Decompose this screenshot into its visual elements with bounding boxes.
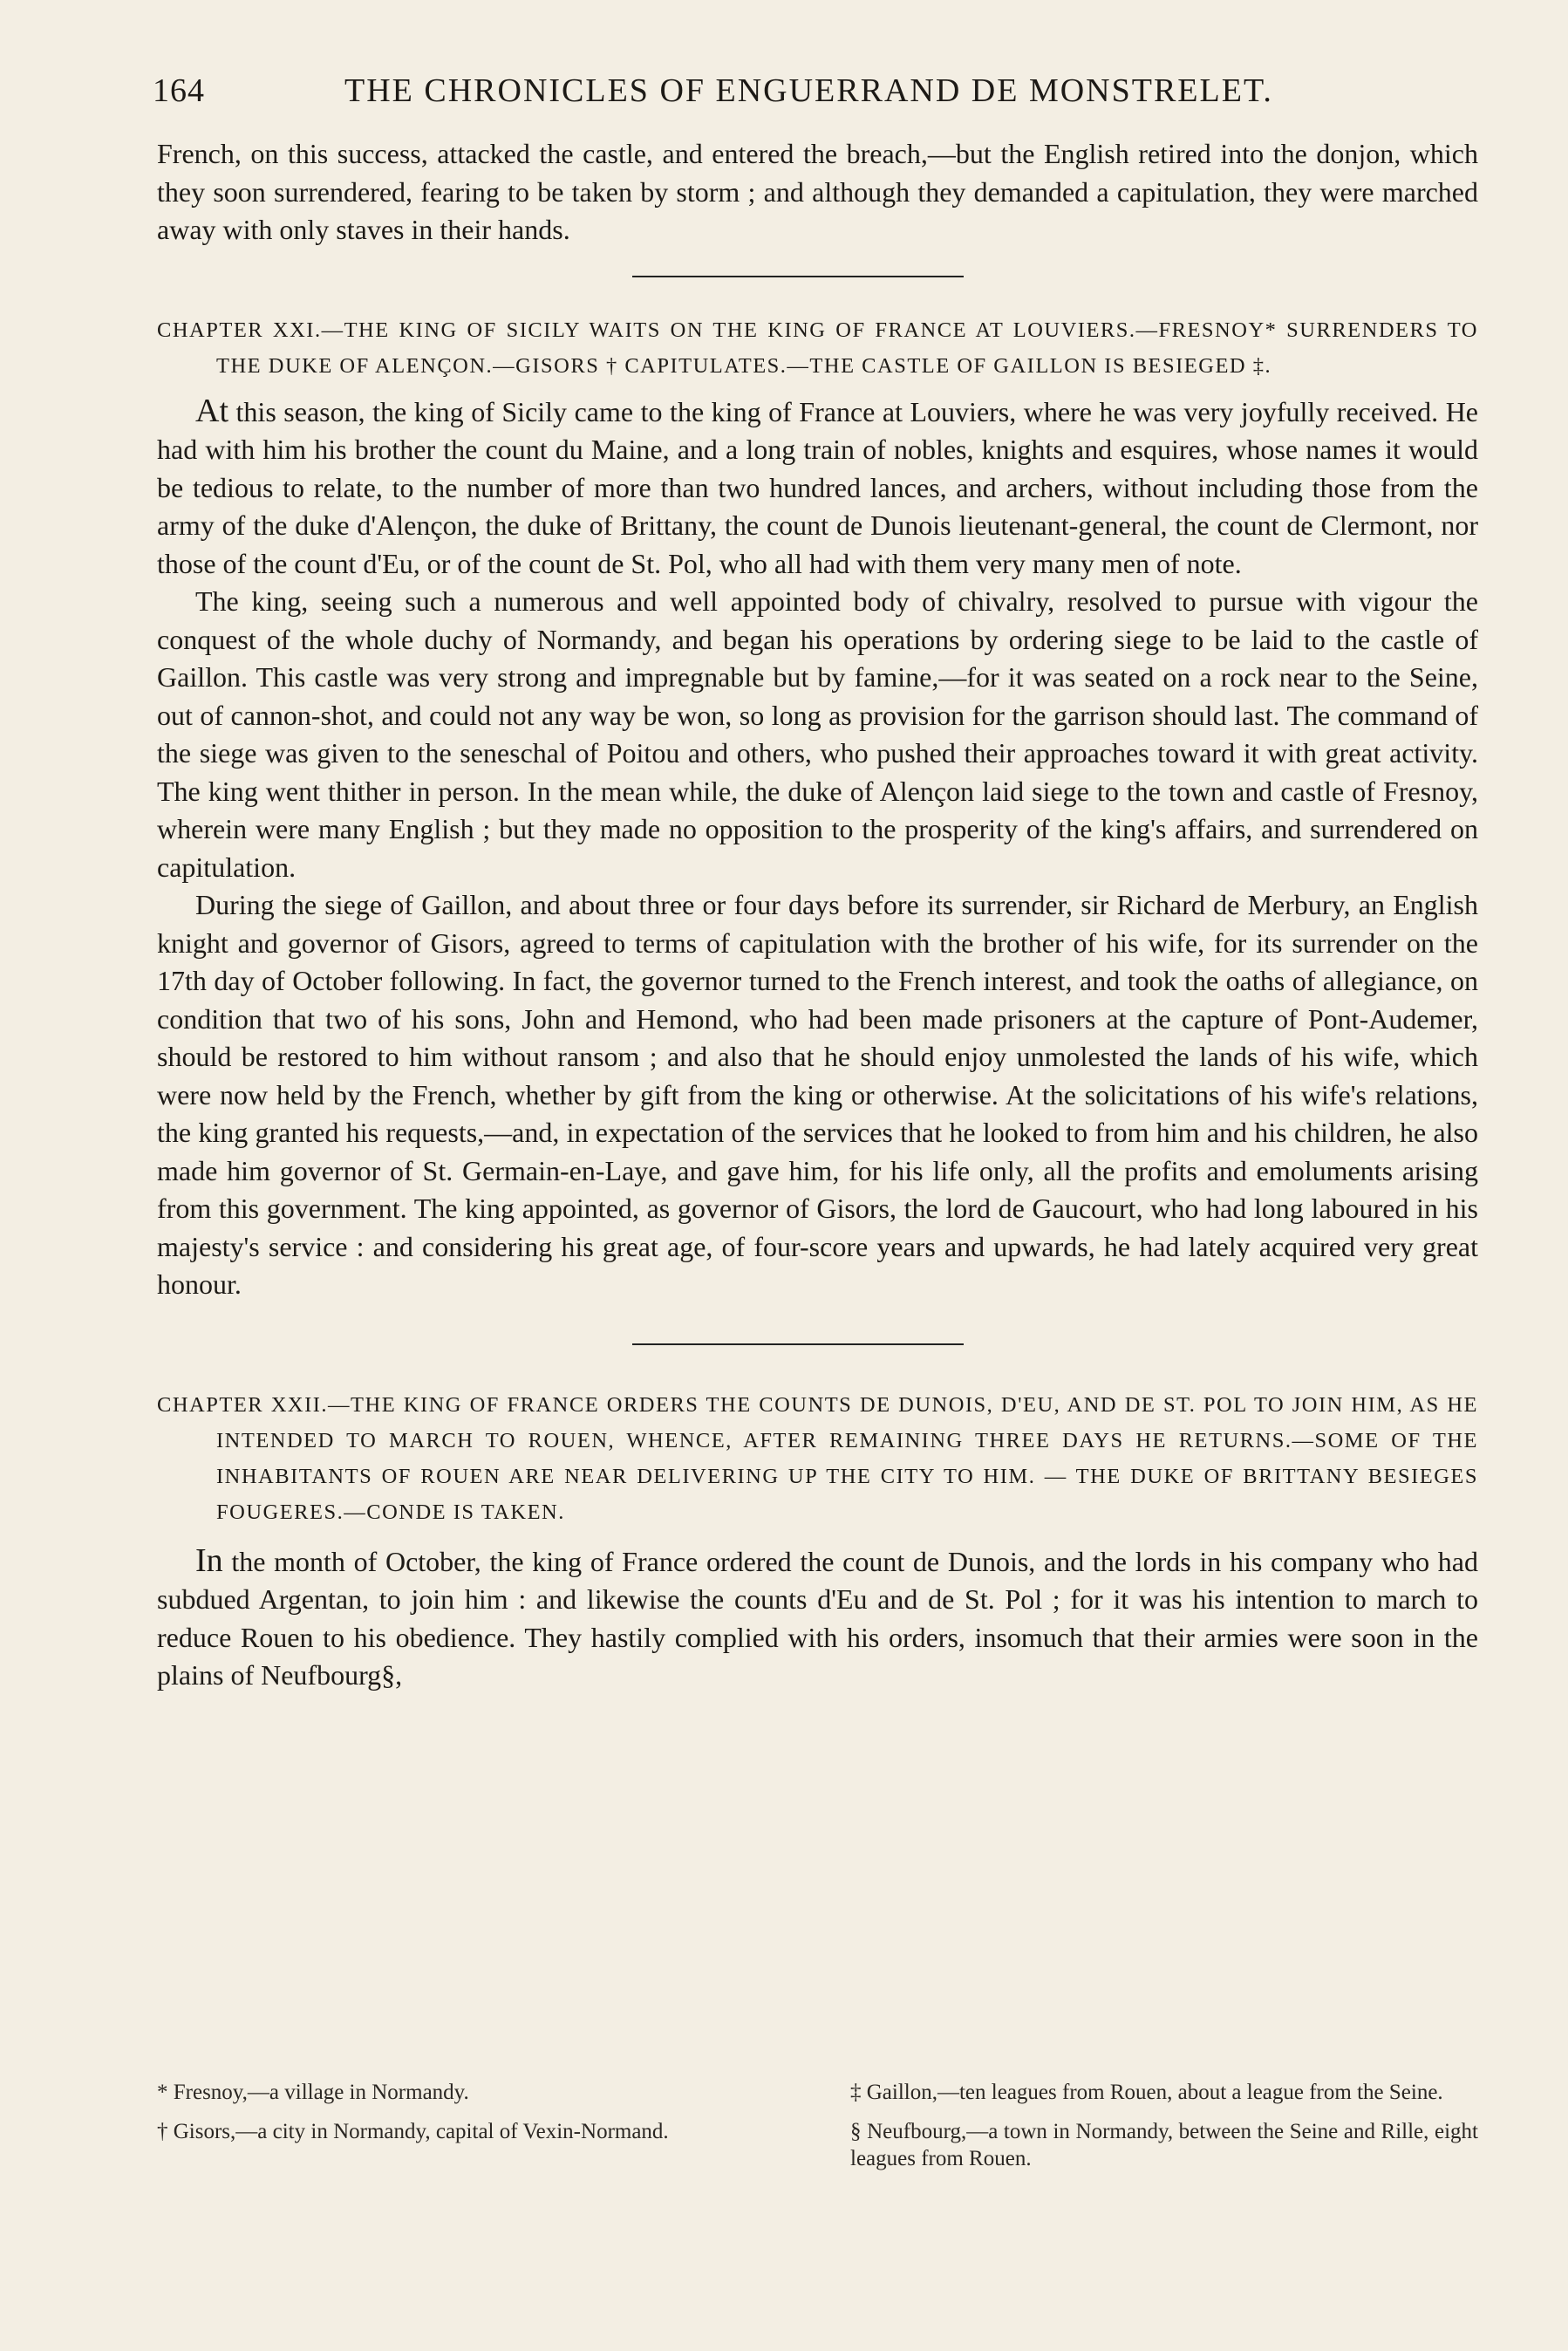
chapter-22-heading: CHAPTER XXII.—THE KING OF FRANCE ORDERS THE COUNTS DE DUNOIS, D'EU, AND DE ST. POL TO JOIN HIM, AS HE INTENDED TO MARCH TO ROUEN, WHENCE, AFTER REMAINING THREE DAYS HE RETURNS.—SOME OF THE INHABITANTS OF ROUEN ARE NEAR DELIVERING UP THE CITY TO HIM. — THE DUKE OF BRITTANY BESIEGES FOUGERES.—CONDE IS TAKEN. — [157, 1392, 1478, 1524]
section-divider — [632, 276, 964, 277]
footnotes-left — [157, 2079, 785, 2184]
running-title: THE CHRONICLES OF ENGUERRAND DE MONSTRELET. — [344, 72, 1273, 109]
chapter-21-heading: CHAPTER XXI.—THE KING OF SICILY WAITS ON THE KING OF FRANCE AT LOUVIERS.—FRESNOY* SURRENDERS TO THE DUKE OF ALENÇON.—GISORS † CAPITULATES.—THE CASTLE OF GAILLON IS BESIEGED ‡. — [157, 318, 1478, 378]
footnote-gaillon: ‡ Gaillon,—ten leagues from Rouen, about a league from the Seine. — [850, 2081, 1443, 2104]
drop-initial: In — [195, 1541, 223, 1579]
chapter-21-paragraph-2: The king, seeing such a numerous and well appointed body of chivalry, resolved to pursue with vigour the conquest of the whole duchy of Normandy, and began his operations by ordering siege to be laid to the castle of Gaillon. This castle was very strong and impregnable but by famine,—for it was seated on a rock near to the Seine, out of cannon-shot, and could not any way be won, so long as provision for the garrison should last. The command of the siege was given to the seneschal of Poitou and others, who pushed their approaches toward it with great activity. The king went thither in person. In the mean while, the duke of Alençon laid siege to the town and castle of Fresnoy, wherein were many English ; but they made no opposition to the prosperity of the king's affairs, and surrendered on capitulation. — [157, 585, 1478, 883]
chapter-21-paragraph-1 — [157, 393, 1478, 584]
chapter-22-paragraph-1 — [157, 1542, 1478, 1695]
footnotes — [157, 2079, 1478, 2184]
drop-initial: At — [195, 392, 228, 429]
page-header — [153, 72, 1478, 115]
paragraph-text: the month of October, the king of France ordered the count de Dunois, and the lords in his company who had subdued Argentan, to join him : and likewise the counts d'Eu and de St. Pol ; for it was his intention to march to reduce Rouen to his obedience. They hastily complied with his orders, insomuch that their armies were soon in the plains of Neufbourg§, — [157, 1545, 1478, 1691]
section-divider — [632, 1343, 964, 1345]
chapter-21-paragraph-3: During the siege of Gaillon, and about three or four days before its surrender, sir Richard de Merbury, an English knight and governor of Gisors, agreed to terms of capitulation with the brother of his wife, for its surrender on the 17th day of October following. In fact, the governor turned to the French interest, and took the oaths of allegiance, on condition that two of his sons, John and Hemond, who had been made prisoners at the capture of Pont-Audemer, should be restored to him without ransom ; and also that he should enjoy unmolested the lands of his wife, which were now held by the French, whether by gift from the king or otherwise. At the solicitations of his wife's relations, the king granted his requests,—and, in expectation of the services that he looked to from him and his children, he also made him governor of St. Germain-en-Laye, and gave him, for his life only, all the profits and emoluments arising from this government. The king appointed, as governor of Gisors, the lord de Gaucourt, who had long laboured in his majesty's service : and considering his great age, of four-score years and upwards, he had lately acquired very great honour. — [157, 889, 1478, 1300]
paragraph-continued: French, on this success, attacked the castle, and entered the breach,—but the English retired into the donjon, which they soon surrendered, fearing to be taken by storm ; and although they demanded a capitulation, they were marched away with only staves in their hands. — [157, 138, 1478, 245]
page-number: 164 — [153, 72, 205, 109]
footnotes-right — [850, 2079, 1478, 2184]
footnote-fresnoy: * Fresnoy,—a village in Normandy. — [157, 2081, 469, 2104]
paragraph-text: this season, the king of Sicily came to the king of France at Louviers, where he was very joyfully received. He had with him his brother the count du Maine, and a long train of nobles, knights and esquires, whose names it would be tedious to relate, to the number of more than two hundred lances, and archers, without including those from the army of the duke d'Alençon, the duke of Brittany, the count de Dunois lieutenant-general, the count de Clermont, nor those of the count d'Eu, or of the count de St. Pol, who all had with them very many men of note. — [157, 395, 1478, 579]
main-text — [157, 135, 1478, 1695]
footnote-neufbourg: § Neufbourg,—a town in Normandy, between the Seine and Rille, eight leagues from Rouen. — [850, 2120, 1478, 2170]
footnote-gisors: † Gisors,—a city in Normandy, capital of Vexin-Normand. — [157, 2120, 669, 2143]
